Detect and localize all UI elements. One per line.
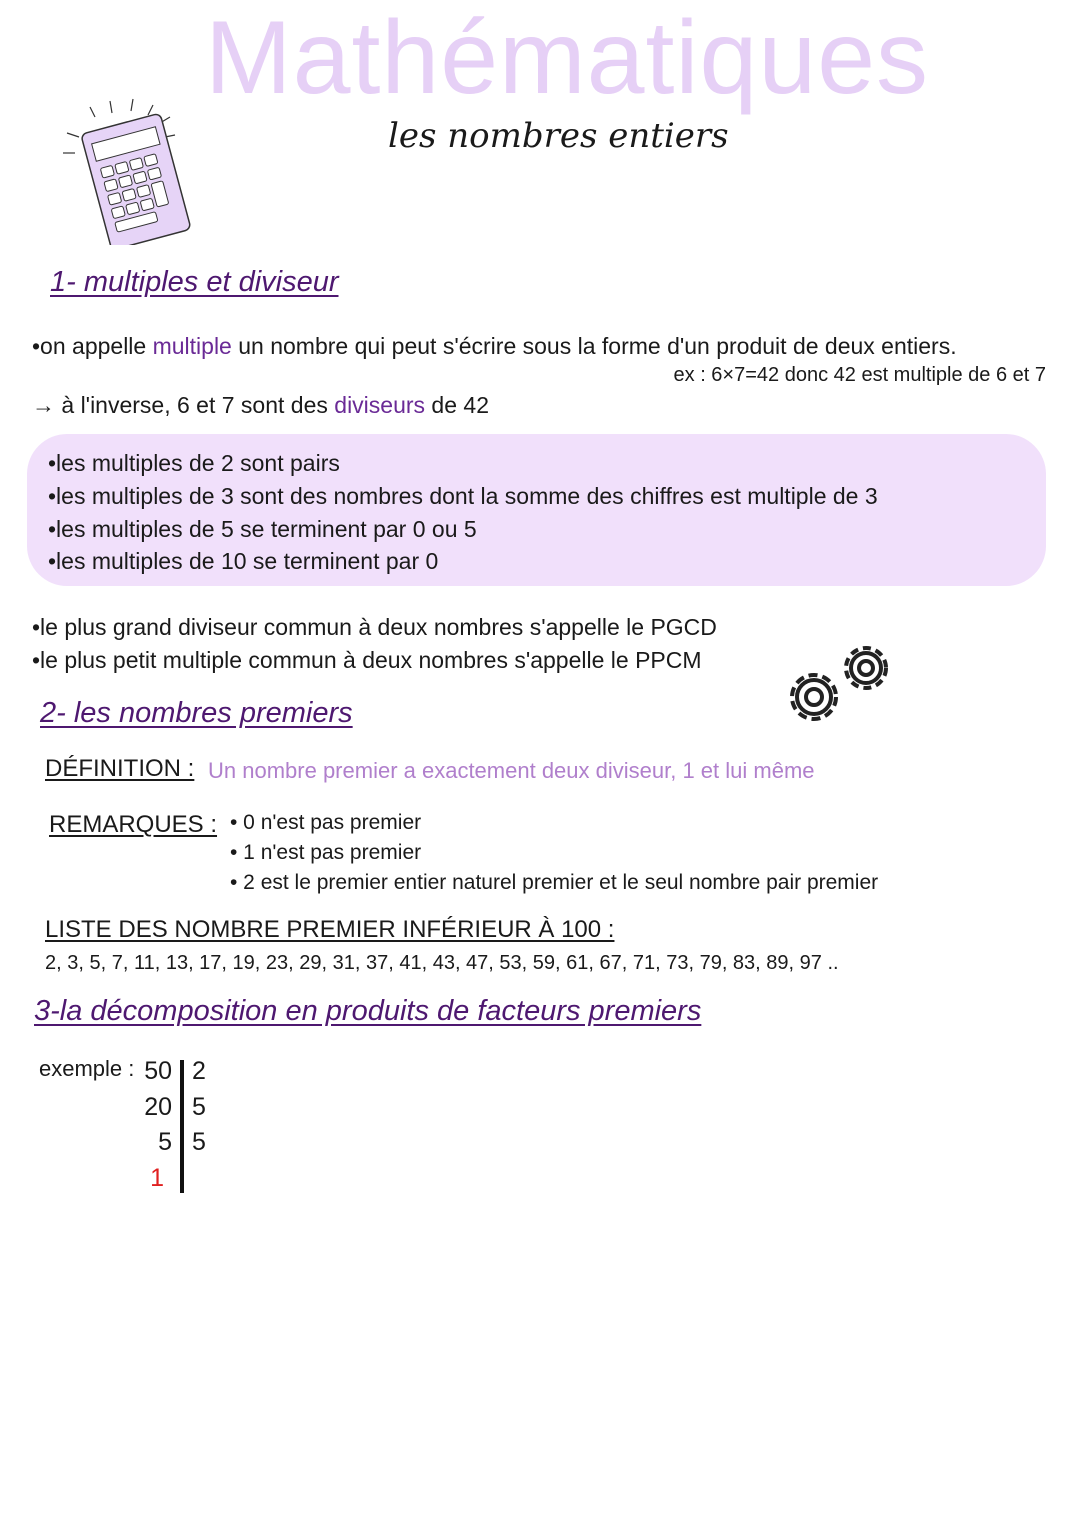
rule-item: •les multiples de 10 se terminent par 0 bbox=[48, 548, 439, 574]
definition-text: Un nombre premier a exactement deux diviseur, 1 et lui même bbox=[208, 758, 815, 783]
section1-heading: 1- multiples et diviseur bbox=[50, 266, 339, 298]
page-title: Mathématiques bbox=[205, 0, 930, 116]
page-subtitle: les nombres entiers bbox=[388, 116, 729, 156]
text: de 42 bbox=[425, 392, 489, 418]
pgcd-text: •le plus grand diviseur commun à deux nombres s'appelle le PGCD bbox=[32, 614, 717, 640]
dividend: 5 bbox=[158, 1128, 172, 1156]
division-bar bbox=[180, 1060, 184, 1193]
rule-item: •les multiples de 5 se terminent par 0 ou 5 bbox=[48, 516, 477, 542]
text: → à l'inverse, 6 et 7 sont des bbox=[32, 392, 335, 418]
gears-icon bbox=[778, 640, 898, 735]
definition-label: DÉFINITION : bbox=[45, 755, 195, 782]
example-text: ex : 6×7=42 donc 42 est multiple de 6 et 7 bbox=[673, 364, 1046, 386]
prime-list: 2, 3, 5, 7, 11, 13, 17, 19, 23, 29, 31, 37, 41, 43, 47, 53, 59, 61, 67, 71, 73, 79, 83, 89, 97 .. bbox=[45, 952, 839, 974]
ppcm-text: •le plus petit multiple commun à deux nombres s'appelle le PPCM bbox=[32, 647, 702, 673]
prime-factor: 2 bbox=[192, 1057, 206, 1085]
prime-factor: 5 bbox=[192, 1093, 206, 1121]
divisor-definition bbox=[32, 392, 489, 418]
calculator-icon bbox=[55, 95, 205, 245]
rule-item: •les multiples de 2 sont pairs bbox=[48, 450, 340, 476]
dividend: 20 bbox=[144, 1093, 172, 1121]
prime-factor: 5 bbox=[192, 1128, 206, 1156]
remark-item: • 0 n'est pas premier bbox=[230, 811, 422, 834]
section3-heading: 3-la décomposition en produits de facteurs premiers bbox=[34, 995, 702, 1027]
example-label: exemple : bbox=[39, 1056, 135, 1081]
highlight-diviseurs: diviseurs bbox=[334, 392, 426, 418]
highlight-multiple: multiple bbox=[152, 333, 232, 359]
remarks-label: REMARQUES : bbox=[49, 811, 218, 838]
section2-heading: 2- les nombres premiers bbox=[40, 697, 353, 729]
multiple-definition bbox=[32, 333, 957, 359]
remark-item: • 2 est le premier entier naturel premier et le seul nombre pair premier bbox=[230, 871, 879, 894]
prime-list-label: LISTE DES NOMBRE PREMIER INFÉRIEUR À 100 : bbox=[45, 916, 615, 943]
text: •on appelle bbox=[32, 333, 153, 359]
dividend: 50 bbox=[144, 1057, 172, 1085]
text: un nombre qui peut s'écrire sous la forme d'un produit de deux entiers. bbox=[231, 333, 957, 359]
remark-item: • 1 n'est pas premier bbox=[230, 841, 422, 864]
rule-item: •les multiples de 3 sont des nombres dont la somme des chiffres est multiple de 3 bbox=[48, 483, 878, 509]
final-quotient: 1 bbox=[150, 1164, 164, 1192]
